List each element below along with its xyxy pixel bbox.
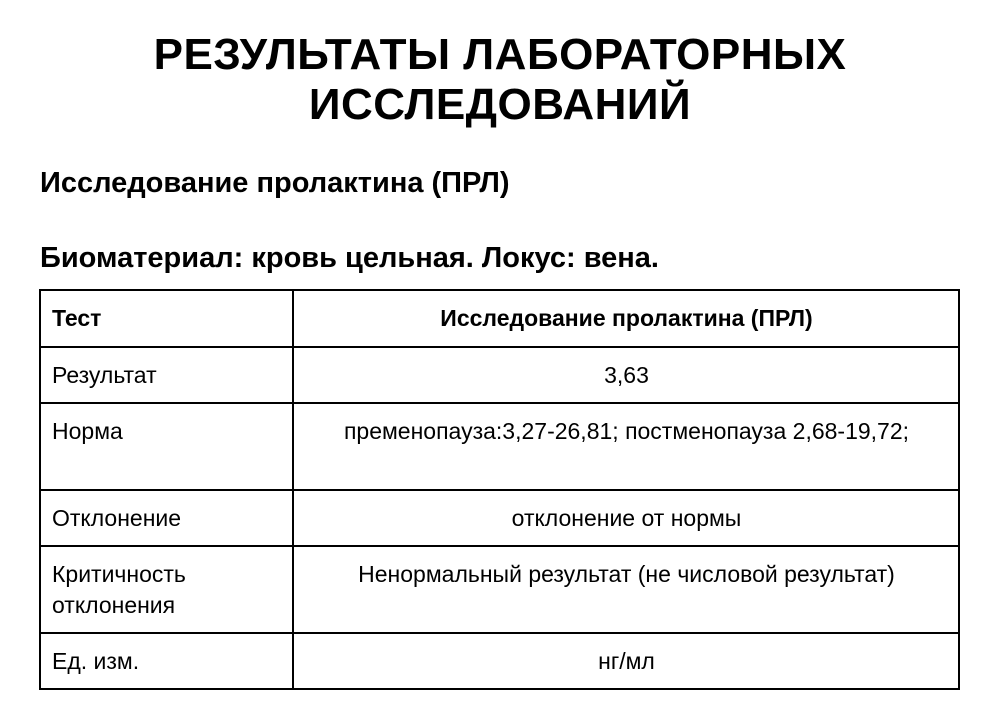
- table-header-row: [40, 290, 959, 347]
- test-subtitle: Исследование пролактина (ПРЛ): [40, 167, 510, 199]
- deviation-value-cell: отклонение от нормы: [293, 490, 959, 546]
- biomaterial-line: Биоматериал: кровь цельная. Локус: вена.: [40, 242, 659, 274]
- norm-value-cell: пременопауза:3,27-26,81; постменопауза 2,68-19,72;: [293, 403, 959, 490]
- report-title: [0, 30, 1000, 130]
- header-value-cell: Исследование пролактина (ПРЛ): [293, 290, 959, 347]
- header-label-cell: Тест: [40, 290, 293, 347]
- table-row-criticality: [40, 546, 959, 633]
- result-label-cell: Результат: [40, 347, 293, 403]
- table-row-norm: [40, 403, 959, 490]
- report-title-line-1: РЕЗУЛЬТАТЫ ЛАБОРАТОРНЫХ: [153, 30, 847, 79]
- table-row-deviation: [40, 490, 959, 546]
- deviation-label-cell: Отклонение: [40, 490, 293, 546]
- criticality-label-cell: Критичность отклонения: [40, 546, 293, 633]
- result-value-cell: 3,63: [293, 347, 959, 403]
- criticality-value-cell: Ненормальный результат (не числовой результат): [293, 546, 959, 633]
- report-title-line-2: ИССЛЕДОВАНИЙ: [308, 80, 692, 129]
- norm-label-cell: Норма: [40, 403, 293, 490]
- units-label-cell: Ед. изм.: [40, 633, 293, 689]
- table-row-units: [40, 633, 959, 689]
- results-table: [39, 289, 960, 690]
- table-row-result: [40, 347, 959, 403]
- units-value-cell: нг/мл: [293, 633, 959, 689]
